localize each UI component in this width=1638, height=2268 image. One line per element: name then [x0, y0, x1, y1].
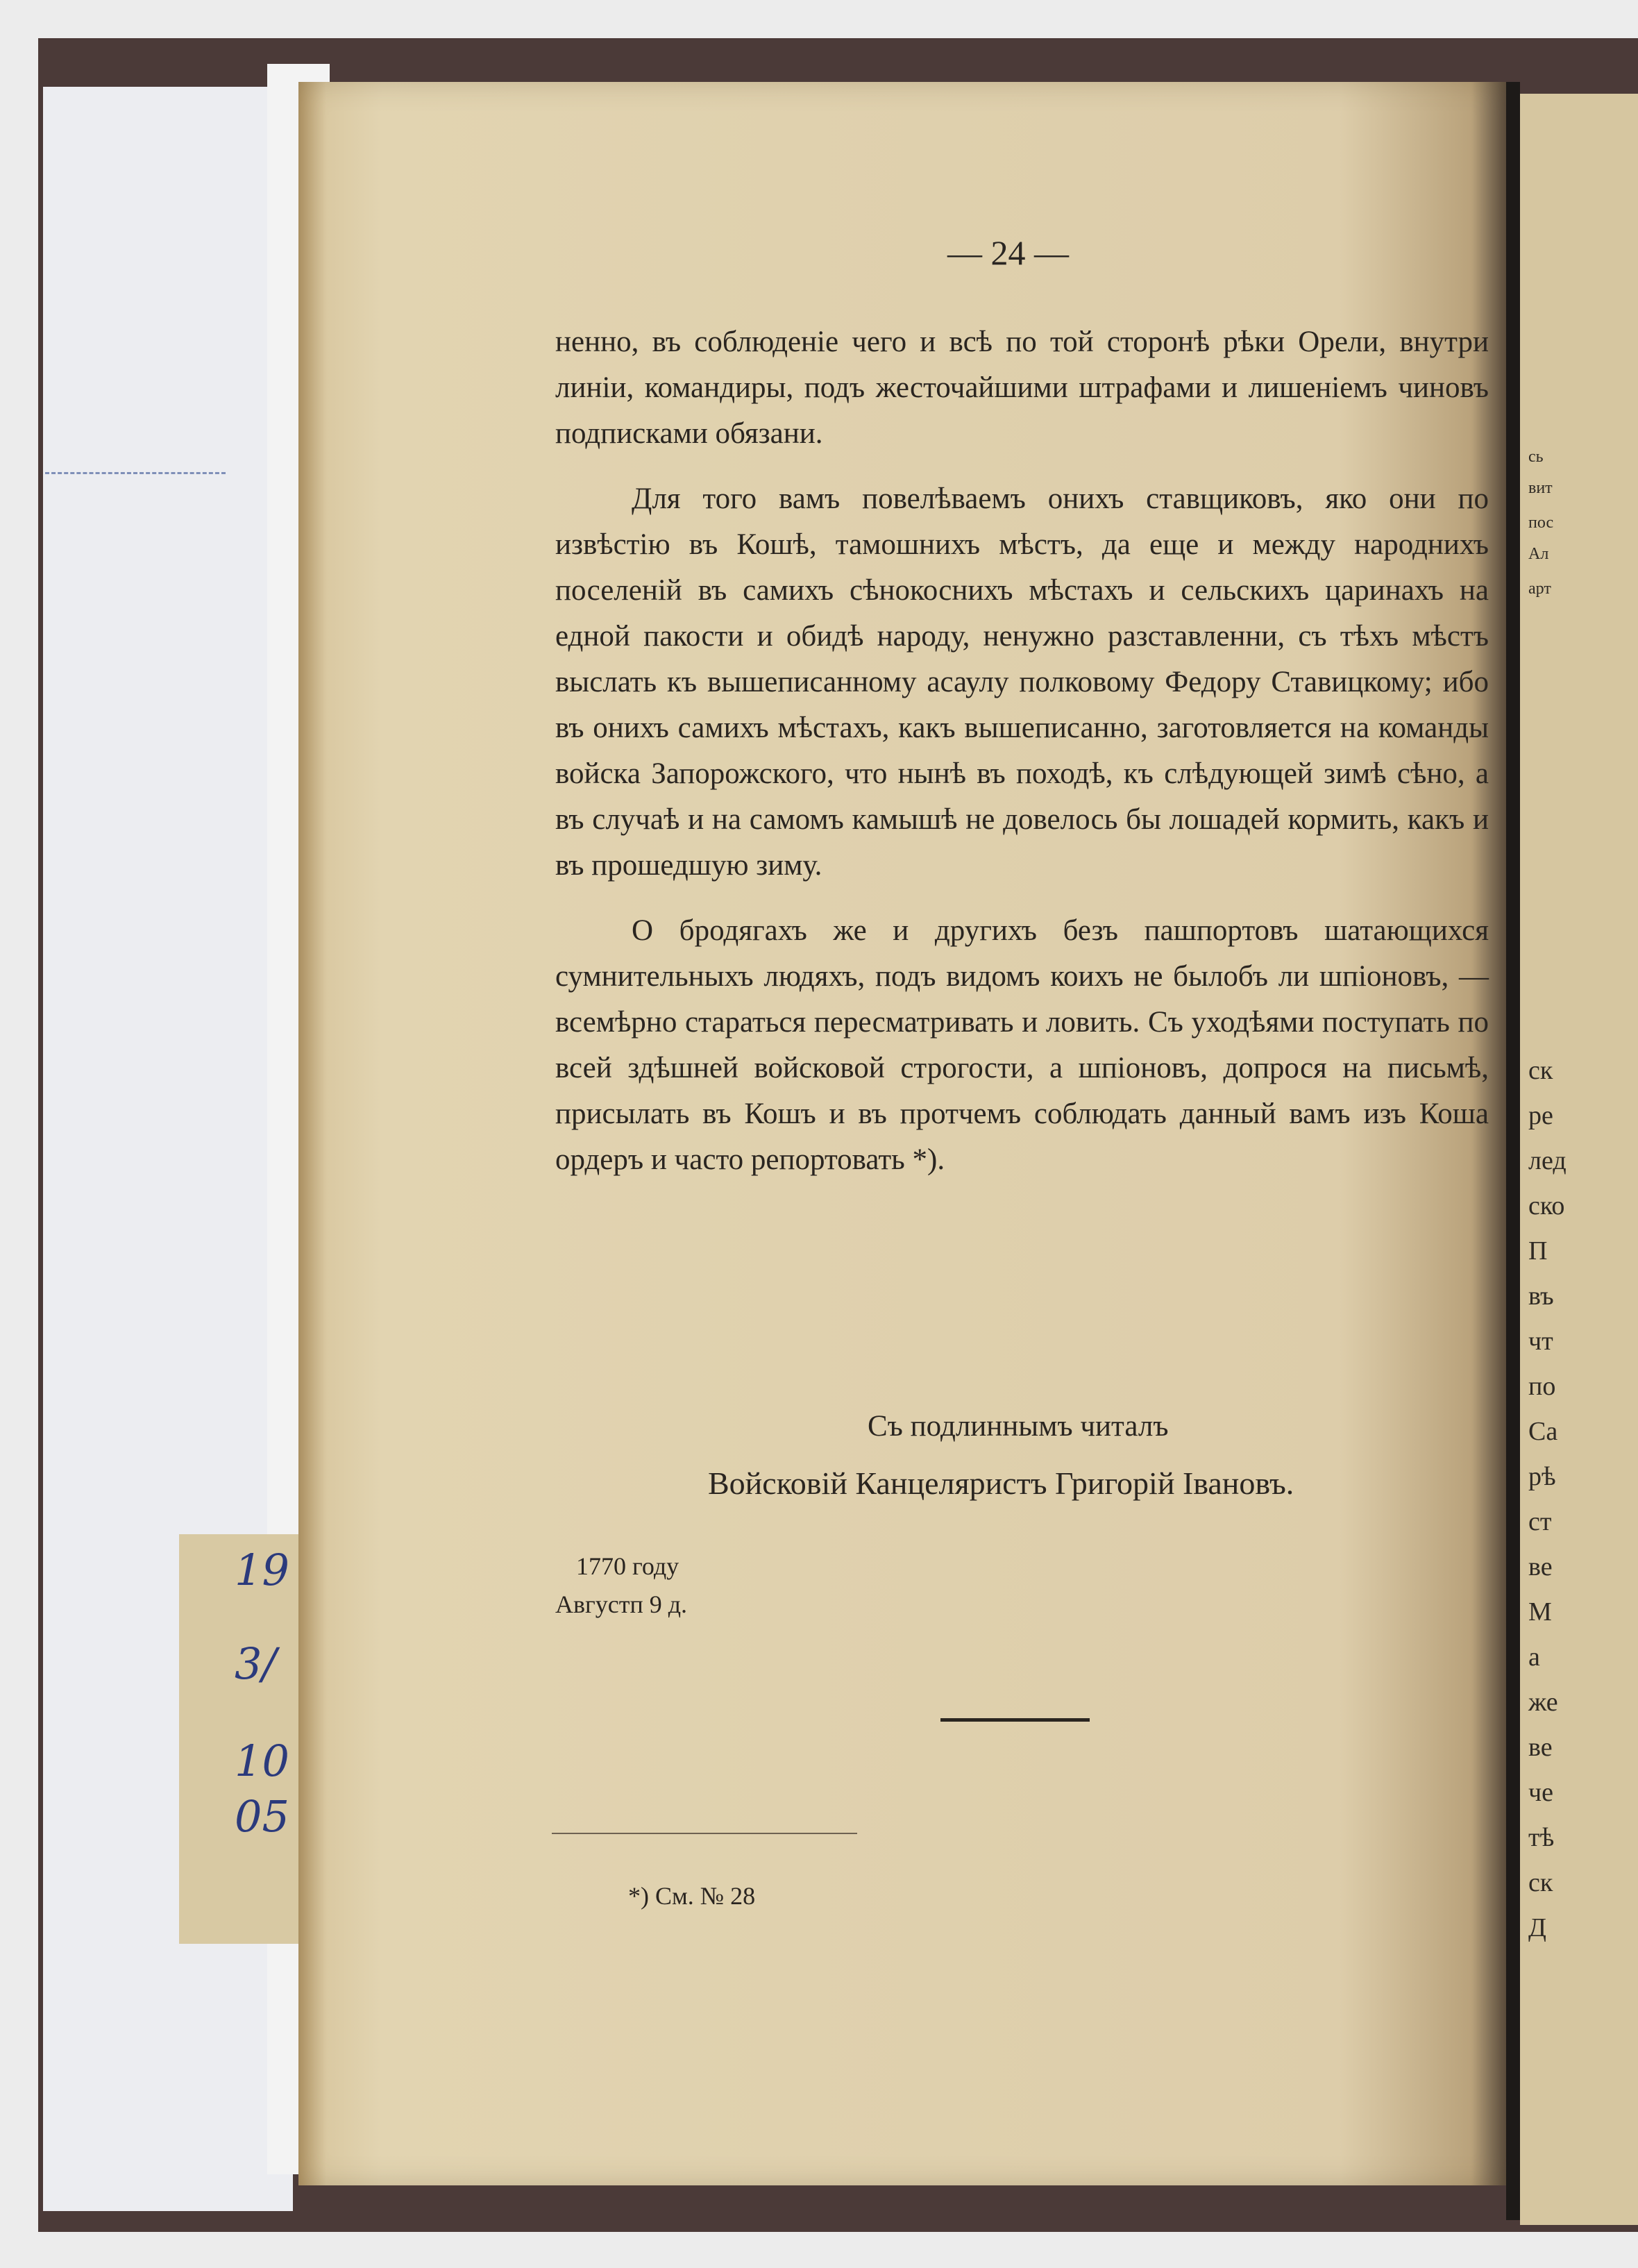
adjacent-fragment: лед — [1528, 1146, 1567, 1175]
page-number: — 24 — — [947, 233, 1069, 272]
adjacent-fragment: ск — [1528, 1056, 1553, 1085]
card-rule — [45, 472, 226, 474]
catalog-note: 10 — [235, 1736, 289, 1786]
signature-title: Съ подлиннымъ читалъ — [868, 1410, 1169, 1443]
adjacent-fragment: арт — [1528, 580, 1551, 598]
footnote-divider — [552, 1833, 857, 1834]
adjacent-fragment: ре — [1528, 1101, 1553, 1130]
adjacent-fragment: въ — [1528, 1282, 1554, 1311]
adjacent-fragment: че — [1528, 1778, 1553, 1807]
page-spine — [1506, 82, 1520, 2220]
catalog-note: 3/ — [235, 1638, 277, 1689]
adjacent-fragment: рѣ — [1528, 1462, 1556, 1491]
catalog-note: 05 — [235, 1791, 289, 1842]
adjacent-fragment: Д — [1528, 1913, 1546, 1942]
adjacent-fragment: сь — [1528, 448, 1544, 466]
adjacent-fragment: чт — [1528, 1327, 1553, 1356]
adjacent-fragment: П — [1528, 1236, 1548, 1266]
adjacent-fragment: по — [1528, 1372, 1556, 1401]
section-divider — [940, 1718, 1090, 1722]
adjacent-fragment: Ал — [1528, 545, 1549, 563]
paragraph: Для того вамъ повелѣваемъ онихъ ставщиковъ, яко они по извѣстію въ Кошѣ, тамошнихъ мѣстъ, да еще и между народнихъ поселеній въ самихъ сѣнокоснихъ мѣстахъ и сельскихъ царинахъ на едной пакости и обидѣ народу, ненужно разставленни, съ тѣхъ мѣстъ выслать къ вышеписанному асаулу полковому Федору Ставицкому; ибо въ онихъ самихъ мѣстахъ, какъ вышеписанно, заготовляется на команды войска Запорожского, что нынѣ въ походѣ, къ слѣдующей зимѣ сѣно, а въ случаѣ и на самомъ камышѣ не довелось бы лошадей кормить, какъ и въ прошедшую зиму. — [555, 482, 1489, 882]
adjacent-fragment: пос — [1528, 514, 1554, 532]
body-text — [555, 319, 1489, 1183]
signature-name: Войсковій Канцеляристъ Григорій Івановъ. — [708, 1465, 1294, 1501]
adjacent-fragment: ск — [1528, 1868, 1553, 1897]
adjacent-fragment: вит — [1528, 479, 1553, 497]
adjacent-fragment: а — [1528, 1643, 1540, 1672]
footnote: *) См. № 28 — [628, 1882, 756, 1910]
adjacent-page — [1520, 94, 1638, 2225]
catalog-note: 19 — [235, 1545, 289, 1595]
adjacent-fragment: ско — [1528, 1191, 1565, 1220]
paragraph: ненно, въ соблюденіе чего и всѣ по той сторонѣ рѣки Орели, внутри линіи, командиры, подъ жесточайшими штрафами и лишеніемъ чиновъ подписками обязани. — [555, 326, 1489, 450]
adjacent-fragment: ве — [1528, 1552, 1553, 1581]
paragraph: О бродягахъ же и другихъ безъ пашпортовъ шатающихся сумнительныхъ людяхъ, подъ видомъ коихъ не былобъ ли шпіоновъ, — всемѣрно стараться пересматривать и ловить. Съ уходѣями поступать по всей здѣшней войсковой строгости, а шпіоновъ, допрося на письмѣ, присылать въ Кошъ и въ протчемъ соблюдать данный вамъ изъ Коша ордеръ и часто репортовать *). — [555, 914, 1489, 1176]
adjacent-fragment: Са — [1528, 1417, 1558, 1446]
adjacent-fragment: тѣ — [1528, 1823, 1555, 1852]
adjacent-fragment: ст — [1528, 1507, 1552, 1536]
adjacent-fragment: же — [1528, 1688, 1558, 1717]
adjacent-fragment: ве — [1528, 1733, 1553, 1762]
adjacent-fragment: М — [1528, 1597, 1552, 1627]
date-year: 1770 году — [576, 1552, 679, 1580]
date-day: Августп 9 д. — [555, 1590, 688, 1618]
